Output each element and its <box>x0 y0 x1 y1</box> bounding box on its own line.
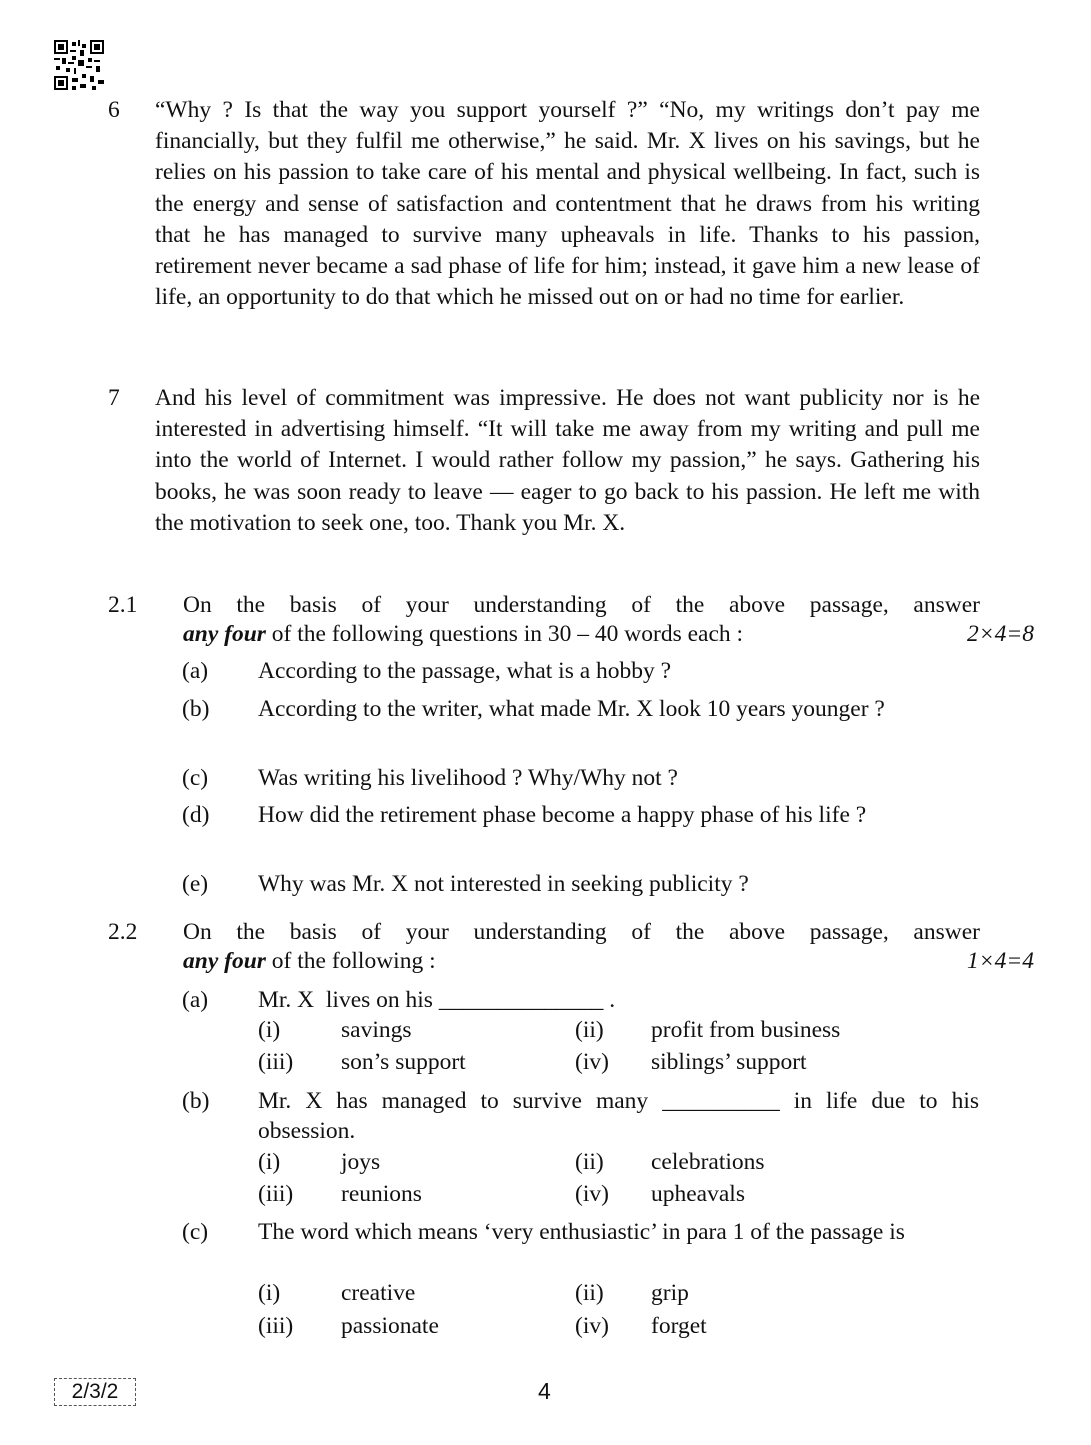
item-text: Mr. X has managed to survive many __________ in life due to his obsession. <box>258 1088 979 1144</box>
option-text: siblings’ support <box>651 1049 807 1075</box>
question-number: 2.2 <box>108 919 138 945</box>
option-text: celebrations <box>651 1149 765 1175</box>
option-text: savings <box>341 1017 412 1043</box>
stem-rest: of the following : <box>265 948 436 974</box>
question-2-2 <box>108 918 1034 976</box>
item-text: Was writing his livelihood ? Why/Why not ? <box>258 765 678 791</box>
option-number: (i) <box>258 1149 281 1175</box>
item-label: (b) <box>182 1088 210 1114</box>
item-text: According to the passage, what is a hobby ? <box>258 658 672 684</box>
question-stem-line-1: On the basis of your understanding of the above passage, answer <box>183 592 980 618</box>
question-item <box>182 1217 979 1247</box>
option-number: (i) <box>258 1280 281 1306</box>
item-text: Why was Mr. X not interested in seeking publicity ? <box>258 871 749 897</box>
option-number: (iii) <box>258 1313 294 1339</box>
option-number: (iv) <box>575 1049 609 1075</box>
option-number: (iv) <box>575 1181 609 1207</box>
option-number: (ii) <box>575 1149 604 1175</box>
item-label: (a) <box>182 987 209 1013</box>
paragraph-number: 6 <box>108 97 120 123</box>
option-text: joys <box>341 1149 381 1175</box>
question-item <box>182 1086 979 1146</box>
paragraph-number: 7 <box>108 385 120 411</box>
marks-label: 1×4=4 <box>967 948 1034 974</box>
item-text: The word which means ‘very enthusiastic’ in para 1 of the passage is <box>258 1219 905 1245</box>
item-label: (b) <box>182 696 210 722</box>
item-label: (d) <box>182 802 210 828</box>
option-text: profit from business <box>651 1017 841 1043</box>
stem-rest: of the following questions in 30 – 40 words each : <box>265 621 744 647</box>
option-text: passionate <box>341 1313 439 1339</box>
option-text: upheavals <box>651 1181 745 1207</box>
option-number: (iv) <box>575 1313 609 1339</box>
emphasis-any-four: any four <box>183 948 266 974</box>
option-text: forget <box>651 1313 707 1339</box>
question-number: 2.1 <box>108 592 138 618</box>
paragraph-text: And his level of commitment was impressive. He does not want publicity nor is he interested in advertising himself. “It will take me away from my writing and pull me into the world of Internet. I would rather follow my passion,” he says. Gathering his books, he was soon ready to leave — eager to go back to his passion. He left me with the motivation to seek one, too. Thank you Mr. X. <box>155 385 980 536</box>
question-item <box>182 869 979 900</box>
option-text: son’s support <box>341 1049 466 1075</box>
passage-paragraph-6 <box>108 95 980 313</box>
item-text: How did the retirement phase become a happy phase of his life ? <box>258 802 867 828</box>
page-number: 4 <box>538 1378 551 1404</box>
question-stem-line-2 <box>183 947 1034 976</box>
qr-code-icon <box>54 40 104 90</box>
option-text: creative <box>341 1280 416 1306</box>
question-item <box>182 656 979 687</box>
option-number: (iii) <box>258 1181 294 1207</box>
emphasis-any-four: any four <box>183 621 266 647</box>
option-number: (ii) <box>575 1017 604 1043</box>
item-text: According to the writer, what made Mr. X look 10 years younger ? <box>258 696 885 722</box>
item-label: (a) <box>182 658 209 684</box>
option-number: (iii) <box>258 1049 294 1075</box>
question-stem-line-2 <box>183 620 1034 649</box>
question-item <box>182 800 979 831</box>
question-item <box>182 763 979 794</box>
option-text: grip <box>651 1280 689 1306</box>
option-text: reunions <box>341 1181 422 1207</box>
question-item <box>182 985 979 1016</box>
item-text: Mr. X lives on his ______________ . <box>258 987 616 1013</box>
paragraph-text: “Why ? Is that the way you support yourself ?” “No, my writings don’t pay me financially, but they fulfil me otherwise,” he said. Mr. X lives on his savings, but he relies on his passion to take care of his mental and physical wellbeing. In fact, such is the energy and sense of satisfaction and contentment that he draws from his writing that he has managed to survive many upheavals in life. Thanks to his passion, retirement never became a sad phase of life for him; instead, it gave him a new lease of life, an opportunity to do that which he missed out on or had no time for earlier. <box>155 97 980 311</box>
marks-label: 2×4=8 <box>967 621 1034 647</box>
option-number: (i) <box>258 1017 281 1043</box>
item-label: (c) <box>182 1219 209 1245</box>
question-2-1 <box>108 591 1034 649</box>
item-label: (e) <box>182 871 209 897</box>
question-item <box>182 694 979 725</box>
paper-code: 2/3/2 <box>54 1378 136 1406</box>
option-number: (ii) <box>575 1280 604 1306</box>
passage-paragraph-7 <box>108 383 980 539</box>
question-stem-line-1: On the basis of your understanding of the above passage, answer <box>183 919 980 945</box>
item-label: (c) <box>182 765 209 791</box>
